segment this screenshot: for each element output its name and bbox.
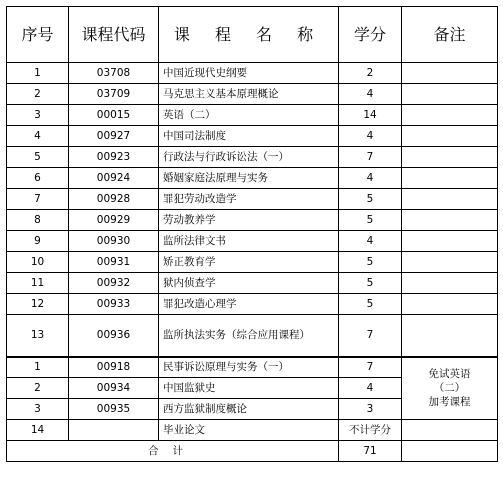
cell-credit: 4	[339, 231, 402, 252]
table-row	[7, 84, 498, 105]
alt-note-cell	[402, 357, 498, 420]
cell-no: 1	[7, 357, 69, 378]
cell-name: 罪犯改造心理学	[159, 294, 339, 315]
cell-note	[402, 252, 498, 273]
cell-credit: 不计学分	[339, 420, 402, 441]
thesis-row	[7, 420, 498, 441]
header-row	[7, 7, 498, 63]
cell-name: 中国近现代史纲要	[159, 63, 339, 84]
cell-credit: 3	[339, 399, 402, 420]
cell-no: 1	[7, 63, 69, 84]
header-note: 备注	[402, 7, 498, 63]
cell-code: 03709	[69, 84, 159, 105]
cell-name: 行政法与行政诉讼法（一）	[159, 147, 339, 168]
cell-code: 00924	[69, 168, 159, 189]
cell-no: 8	[7, 210, 69, 231]
header-name: 课 程 名 称	[159, 7, 339, 63]
cell-note	[402, 231, 498, 252]
cell-note	[402, 273, 498, 294]
cell-credit: 5	[339, 252, 402, 273]
cell-credit: 4	[339, 126, 402, 147]
cell-credit: 4	[339, 84, 402, 105]
cell-no: 2	[7, 84, 69, 105]
cell-name: 监所执法实务（综合应用课程）	[159, 315, 339, 357]
cell-code: 00930	[69, 231, 159, 252]
table-row	[7, 210, 498, 231]
table-row	[7, 315, 498, 357]
cell-credit: 2	[339, 63, 402, 84]
cell-note	[402, 147, 498, 168]
cell-credit: 5	[339, 294, 402, 315]
table-row	[7, 147, 498, 168]
cell-credit: 5	[339, 210, 402, 231]
cell-no: 9	[7, 231, 69, 252]
table-row	[7, 168, 498, 189]
cell-code: 00935	[69, 399, 159, 420]
cell-name: 毕业论文	[159, 420, 339, 441]
cell-note	[402, 420, 498, 441]
cell-code: 00932	[69, 273, 159, 294]
cell-code: 00931	[69, 252, 159, 273]
table-row	[7, 126, 498, 147]
cell-no: 5	[7, 147, 69, 168]
cell-no: 11	[7, 273, 69, 294]
table-row	[7, 63, 498, 84]
cell-no: 12	[7, 294, 69, 315]
total-credit: 71	[339, 441, 402, 462]
cell-credit: 5	[339, 273, 402, 294]
cell-code: 00929	[69, 210, 159, 231]
table-row	[7, 252, 498, 273]
total-label: 合计	[7, 441, 339, 462]
cell-credit: 14	[339, 105, 402, 126]
cell-no: 6	[7, 168, 69, 189]
cell-name: 矫正教育学	[159, 252, 339, 273]
cell-credit: 5	[339, 189, 402, 210]
header-code: 课程代码	[69, 7, 159, 63]
cell-name: 劳动教养学	[159, 210, 339, 231]
cell-code: 00927	[69, 126, 159, 147]
cell-note	[402, 210, 498, 231]
cell-name: 民事诉讼原理与实务（一）	[159, 357, 339, 378]
cell-no: 14	[7, 420, 69, 441]
cell-code: 00923	[69, 147, 159, 168]
cell-credit: 7	[339, 147, 402, 168]
cell-no: 4	[7, 126, 69, 147]
cell-note	[402, 105, 498, 126]
cell-name: 罪犯劳动改造学	[159, 189, 339, 210]
cell-code: 00015	[69, 105, 159, 126]
cell-name: 英语（二）	[159, 105, 339, 126]
cell-code: 00933	[69, 294, 159, 315]
cell-credit: 7	[339, 315, 402, 357]
cell-name: 监所法律文书	[159, 231, 339, 252]
cell-credit: 7	[339, 357, 402, 378]
alt-note-line3: 加考课程	[428, 396, 471, 409]
cell-code: 00934	[69, 378, 159, 399]
cell-note	[402, 294, 498, 315]
cell-name: 狱内侦查学	[159, 273, 339, 294]
cell-code: 00936	[69, 315, 159, 357]
cell-note	[402, 315, 498, 357]
cell-name: 马克思主义基本原理概论	[159, 84, 339, 105]
cell-name: 中国司法制度	[159, 126, 339, 147]
cell-note	[402, 84, 498, 105]
table-row	[7, 231, 498, 252]
table-row	[7, 105, 498, 126]
cell-note	[402, 63, 498, 84]
course-table	[6, 6, 498, 462]
cell-credit: 4	[339, 168, 402, 189]
cell-no: 13	[7, 315, 69, 357]
header-credit: 学分	[339, 7, 402, 63]
header-no: 序号	[7, 7, 69, 63]
cell-note	[402, 126, 498, 147]
cell-no: 2	[7, 378, 69, 399]
cell-code: 00918	[69, 357, 159, 378]
cell-note	[402, 441, 498, 462]
cell-no: 10	[7, 252, 69, 273]
cell-code: 00928	[69, 189, 159, 210]
cell-credit: 4	[339, 378, 402, 399]
alt-note-line1: 免试英语	[428, 368, 471, 381]
cell-no: 7	[7, 189, 69, 210]
table-row	[7, 273, 498, 294]
cell-note	[402, 168, 498, 189]
total-row	[7, 441, 498, 462]
cell-code: 03708	[69, 63, 159, 84]
cell-name: 婚姻家庭法原理与实务	[159, 168, 339, 189]
cell-note	[402, 189, 498, 210]
cell-no: 3	[7, 399, 69, 420]
cell-name: 西方监狱制度概论	[159, 399, 339, 420]
cell-no: 3	[7, 105, 69, 126]
alt-note-line2: （二）	[433, 382, 466, 395]
table-row	[7, 189, 498, 210]
cell-code	[69, 420, 159, 441]
table-row	[7, 357, 498, 378]
table-row	[7, 294, 498, 315]
cell-name: 中国监狱史	[159, 378, 339, 399]
